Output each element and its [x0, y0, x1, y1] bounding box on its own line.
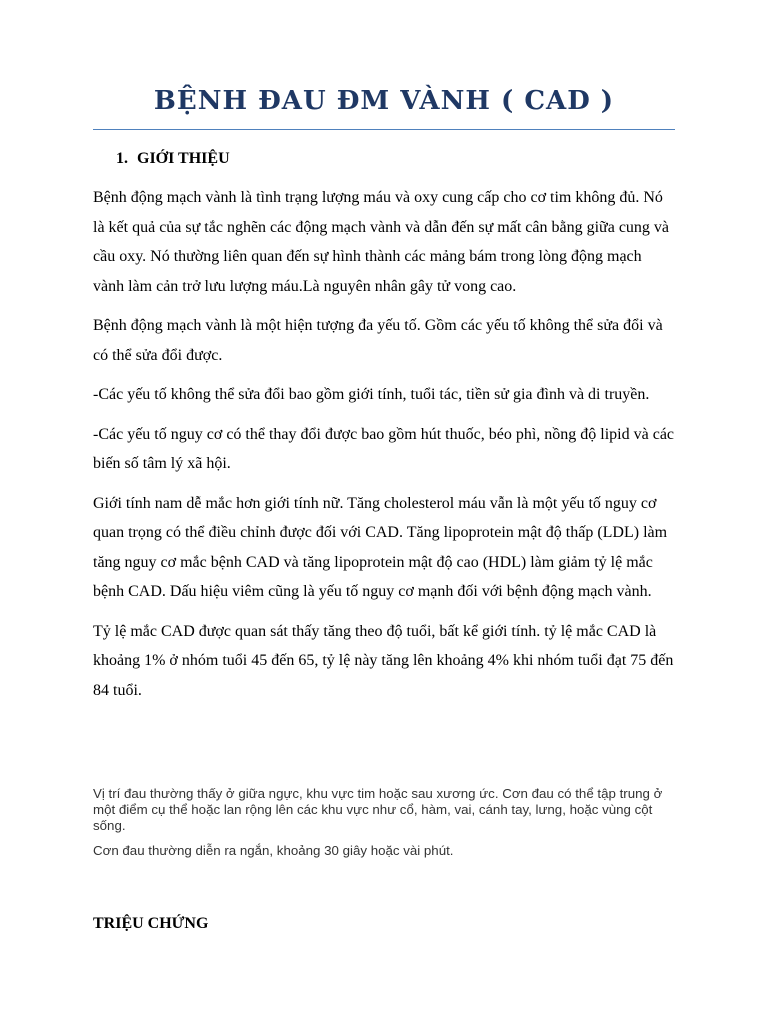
document-title: BỆNH ĐAU ĐM VÀNH ( CAD ) [153, 86, 615, 116]
paragraph: Bệnh động mạch vành là một hiện tượng đa yếu tố. Gồm các yếu tố không thể sửa đổi và có thể sửa đổi được. [93, 317, 663, 364]
section-number: 1. [116, 150, 128, 167]
paragraph: Giới tính nam dễ mắc hơn giới tính nữ. Tăng cholesterol máu vẫn là một yếu tố nguy cơ quan trọng có thể điều chỉnh được đối với CAD. Tăng lipoprotein mật độ thấp (LDL) làm tăng nguy cơ mắc bệnh CAD và tăng lipoprotein mật độ cao (HDL) làm giảm tỷ lệ mắc bệnh CAD. Dấu hiệu viêm cũng là yếu tố nguy cơ mạnh đối với bệnh động mạch vành. [93, 494, 668, 600]
small-paragraph: Vị trí đau thường thấy ở giữa ngực, khu vực tim hoặc sau xương ức. Cơn đau có thể tập trung ở một điểm cụ thể hoặc lan rộng lên các khu vực như cổ, hàm, vai, cánh tay, lưng, hoặc vùng cột sống. [93, 786, 663, 833]
paragraph: Bệnh động mạch vành là tình trạng lượng máu và oxy cung cấp cho cơ tim không đủ. Nó là kết quả của sự tắc nghẽn các động mạch vành và dẫn đến sự mất cân bằng giữa cung và cầu oxy. Nó thường liên quan đến sự hình thành các mảng bám trong lòng động mạch vành làm cản trở lưu lượng máu.Là nguyên nhân gây tử vong cao. [93, 189, 670, 295]
small-paragraph: Cơn đau thường diễn ra ngắn, khoảng 30 giây hoặc vài phút. [93, 843, 454, 858]
pain-description-block [93, 786, 675, 868]
paragraph: -Các yếu tố nguy cơ có thể thay đổi được bao gồm hút thuốc, béo phì, nồng độ lipid và các biến số tâm lý xã hội. [93, 425, 675, 472]
paragraph: Tỷ lệ mắc CAD được quan sát thấy tăng theo độ tuổi, bất kể giới tính. tỷ lệ mắc CAD là khoảng 1% ở nhóm tuổi 45 đến 65, tỷ lệ này tăng lên khoảng 4% khi nhóm tuổi đạt 75 đến 84 tuổi. [93, 622, 674, 699]
section-heading-symptoms: TRIỆU CHỨNG [93, 915, 209, 932]
section-heading-text: GIỚI THIỆU [137, 150, 230, 167]
title-underline [93, 129, 675, 130]
intro-body [93, 183, 675, 715]
paragraph: -Các yếu tố không thể sửa đổi bao gồm giới tính, tuổi tác, tiền sử gia đình và di truyền. [93, 386, 650, 403]
section-heading-intro [116, 150, 230, 168]
